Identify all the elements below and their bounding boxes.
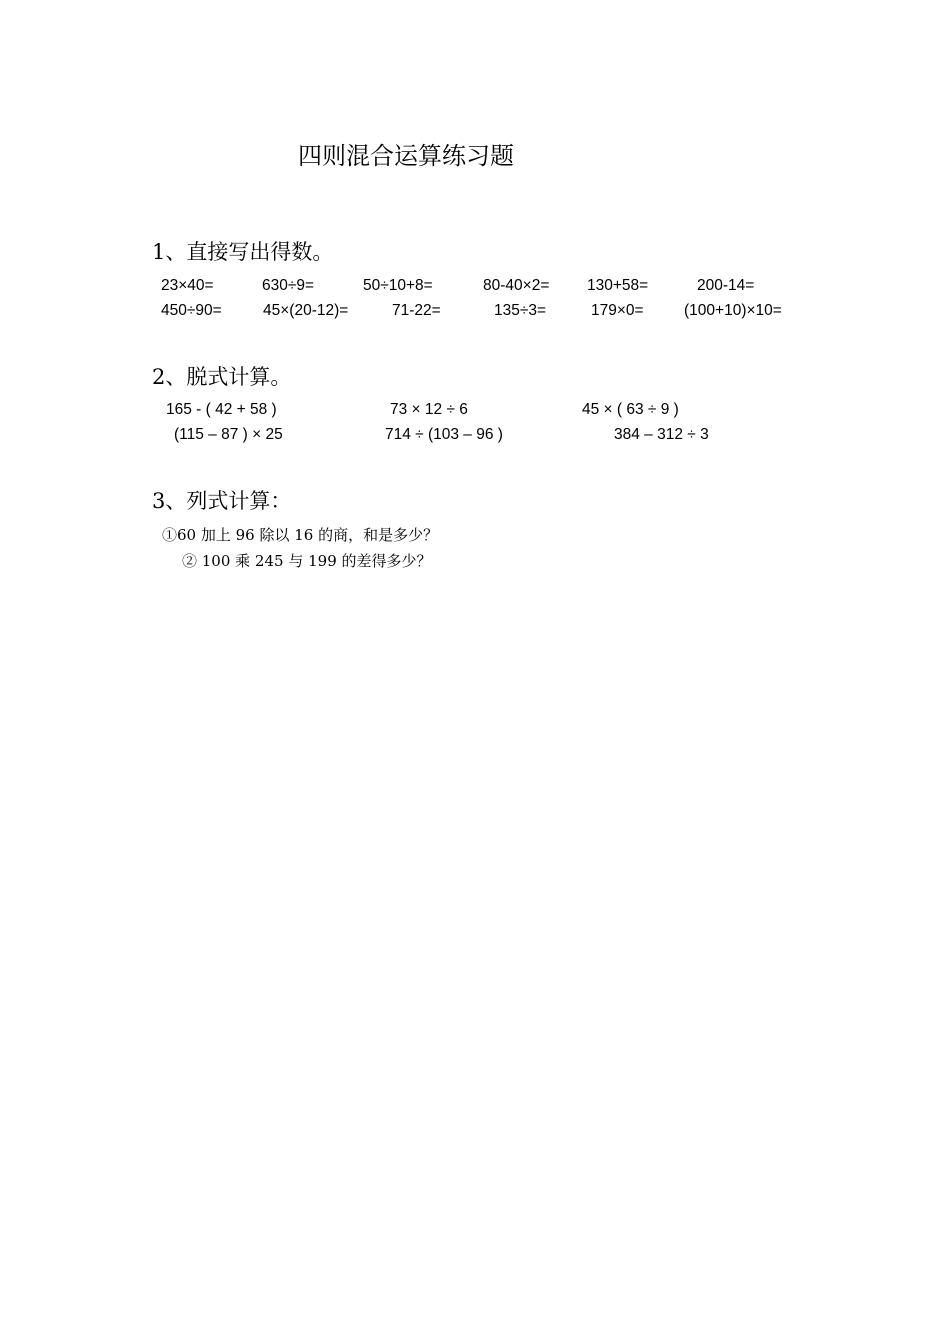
section-2-heading: 2、脱式计算。 bbox=[152, 365, 292, 389]
step-problem: 384 – 312 ÷ 3 bbox=[614, 426, 709, 443]
step-problem: (115 – 87 ) × 25 bbox=[174, 426, 283, 443]
step-problem: 45 × ( 63 ÷ 9 ) bbox=[582, 401, 679, 418]
step-problem: 165 - ( 42 + 58 ) bbox=[166, 401, 277, 418]
section-1-heading: 1、直接写出得数。 bbox=[152, 240, 334, 264]
word-problem-1: ①60 加上 96 除以 16 的商，和是多少？ bbox=[162, 526, 439, 544]
oral-problem: 630÷9= bbox=[262, 277, 315, 294]
section-3-heading: 3、列式计算： bbox=[152, 489, 292, 513]
oral-problem: 80-40×2= bbox=[483, 277, 550, 294]
oral-problem: 450÷90= bbox=[161, 302, 222, 319]
oral-problem: 135÷3= bbox=[494, 302, 547, 319]
oral-problem: 23×40= bbox=[161, 277, 214, 294]
oral-problem: 45×(20-12)= bbox=[263, 302, 349, 319]
word-problem-2: ② 100 乘 245 与 199 的差得多少？ bbox=[182, 552, 432, 570]
page-title: 四则混合运算练习题 bbox=[298, 142, 514, 170]
oral-problem: 71-22= bbox=[392, 302, 441, 319]
step-problem: 73 × 12 ÷ 6 bbox=[390, 401, 468, 418]
oral-problem: 179×0= bbox=[591, 302, 644, 319]
oral-problem: (100+10)×10= bbox=[684, 302, 782, 319]
step-problem: 714 ÷ (103 – 96 ) bbox=[385, 426, 503, 443]
oral-problem: 130+58= bbox=[587, 277, 649, 294]
oral-problem: 200-14= bbox=[697, 277, 755, 294]
oral-problem: 50÷10+8= bbox=[363, 277, 433, 294]
